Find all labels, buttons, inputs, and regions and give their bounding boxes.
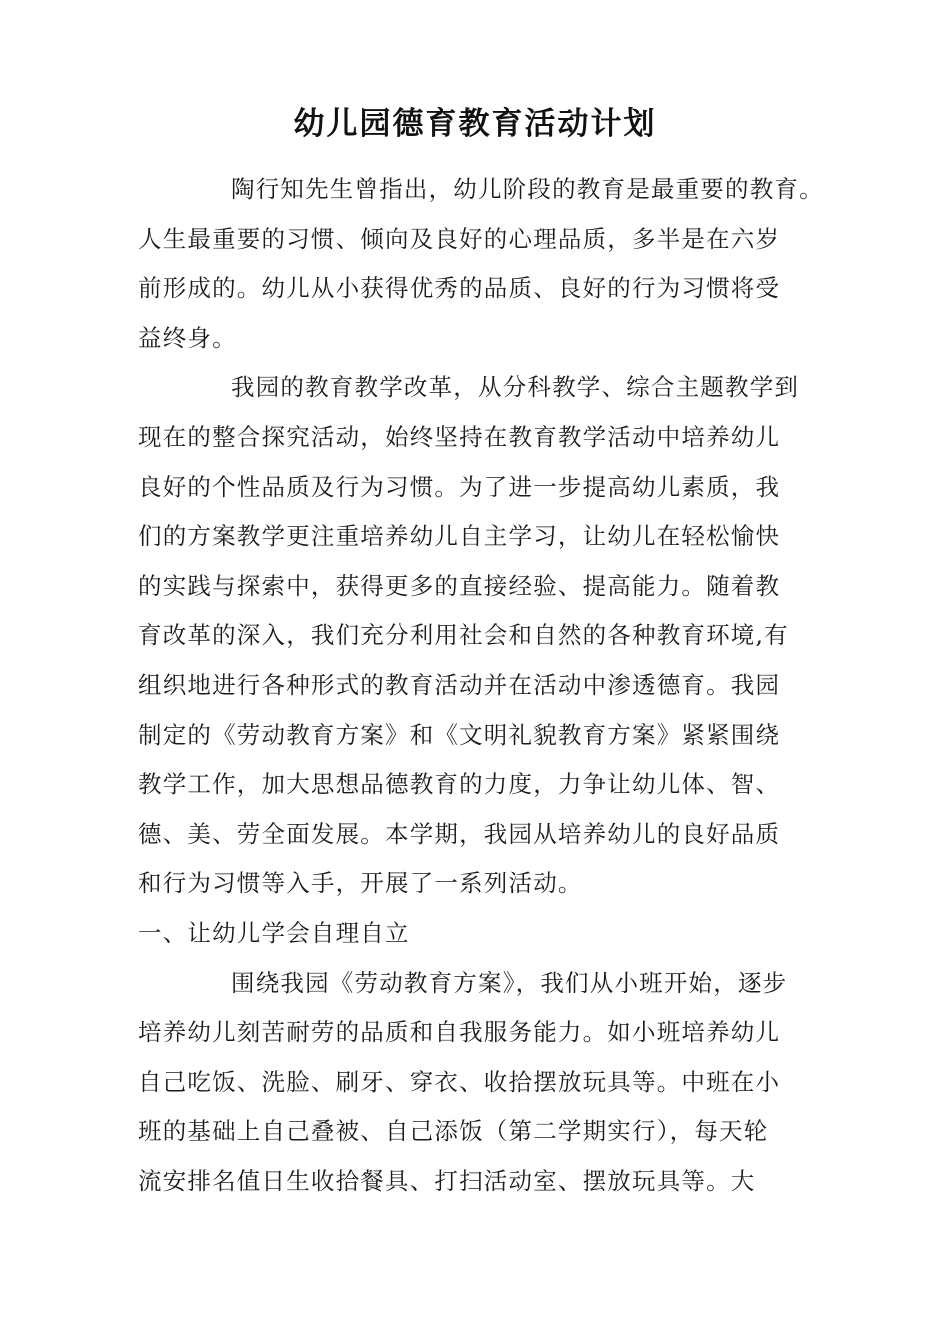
paragraph-line: 前形成的。幼儿从小获得优秀的品质、良好的行为习惯将受	[138, 274, 781, 303]
paragraph-line: 现在的整合探究活动，始终坚持在教育教学活动中培养幼儿	[138, 422, 781, 451]
paragraph-line: 班的基础上自己叠被、自己添饭（第二学期实行），每天轮	[138, 1117, 769, 1146]
paragraph-line: 和行为习惯等入手，开展了一系列活动。	[138, 869, 583, 898]
paragraph-line: 自己吃饭、洗脸、刷牙、穿衣、收拾摆放玩具等。中班在小	[138, 1067, 781, 1096]
paragraph-line: 制定的《劳动教育方案》和《文明礼貌教育方案》紧紧围绕	[138, 720, 781, 749]
paragraph-line: 培养幼儿刻苦耐劳的品质和自我服务能力。如小班培养幼儿	[138, 1018, 781, 1047]
paragraph-line: 育改革的深入，我们充分利用社会和自然的各种教育环境,有	[138, 621, 789, 650]
paragraph-line: 组织地进行各种形式的教育活动并在活动中渗透德育。我园	[138, 670, 781, 699]
paragraph-line: 我园的教育教学改革，从分科教学、综合主题教学到	[231, 373, 800, 402]
paragraph-line: 陶行知先生曾指出，幼儿阶段的教育是最重要的教育。	[231, 175, 824, 203]
paragraph-line: 德、美、劳全面发展。本学期，我园从培养幼儿的良好品质	[138, 819, 781, 848]
paragraph-line: 人生最重要的习惯、倾向及良好的心理品质，多半是在六岁	[138, 224, 781, 253]
paragraph-line: 们的方案教学更注重培养幼儿自主学习，让幼儿在轻松愉快	[138, 522, 781, 551]
paragraph-line: 良好的个性品质及行为习惯。为了进一步提高幼儿素质，我	[138, 472, 781, 501]
paragraph-line: 的实践与探索中，获得更多的直接经验、提高能力。随着教	[138, 571, 781, 600]
paragraph-line: 教学工作，加大思想品德教育的力度，力争让幼儿体、智、	[138, 770, 781, 799]
document-body	[138, 165, 838, 1206]
section-heading: 一、让幼儿学会自理自立	[138, 918, 410, 947]
paragraph-line: 围绕我园《劳动教育方案》，我们从小班开始，逐步	[231, 968, 788, 997]
paragraph-line: 流安排名值日生收拾餐具、打扫活动室、摆放玩具等。大	[138, 1166, 756, 1195]
paragraph-line: 益终身。	[138, 323, 237, 352]
document-title: 幼儿园德育教育活动计划	[293, 106, 657, 142]
